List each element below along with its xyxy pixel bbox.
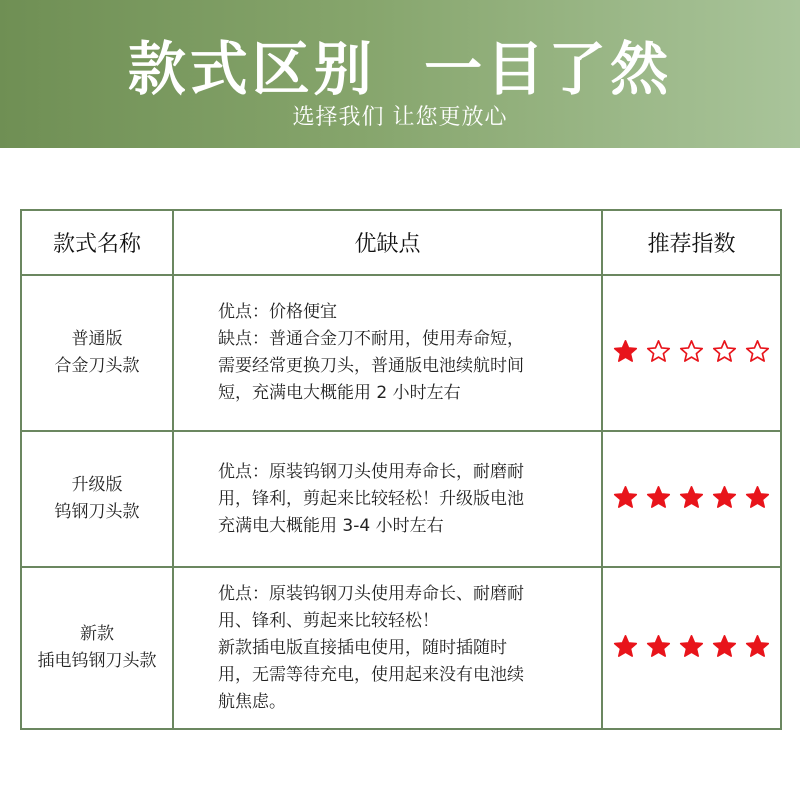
model-name-line: 升级版	[71, 475, 123, 495]
star-filled-icon	[679, 485, 704, 510]
star-filled-icon	[646, 634, 671, 659]
pros-cons-cell	[173, 431, 602, 567]
star-filled-icon	[613, 485, 638, 510]
rating-cell	[602, 431, 781, 567]
star-filled-icon	[712, 485, 737, 510]
star-filled-icon	[712, 634, 737, 659]
model-name-line: 插电钨钢刀头款	[37, 651, 157, 671]
table-row	[21, 431, 781, 567]
star-filled-icon	[646, 485, 671, 510]
star-filled-icon	[745, 485, 770, 510]
pros-cons-line: 缺点：普通合金刀不耐用，使用寿命短，	[218, 329, 524, 349]
model-name-cell	[21, 567, 173, 729]
page-subtitle: 选择我们 让您更放心	[292, 105, 508, 130]
pros-cons-line: 需要经常更换刀头，普通版电池续航时间	[218, 356, 524, 376]
star-empty-icon	[646, 339, 671, 364]
pros-cons-line: 用、锋利、剪起来比较轻松！	[218, 610, 439, 631]
star-rating	[613, 485, 770, 510]
page-title: 款式区别 一目了然	[127, 35, 673, 103]
model-name-cell	[21, 275, 173, 431]
pros-cons-line: 优点：原装钨钢刀头使用寿命长、耐磨耐	[218, 583, 524, 604]
pros-cons-line: 用，锋利，剪起来比较轻松！升级版电池	[218, 488, 524, 509]
rating-cell	[602, 275, 781, 431]
pros-cons-line: 短，充满电大概能用 2 小时左右	[218, 383, 461, 403]
comparison-table	[20, 209, 782, 730]
model-name-line: 普通版	[71, 329, 123, 349]
header-rating: 推荐指数	[602, 210, 781, 275]
star-filled-icon	[679, 634, 704, 659]
star-empty-icon	[679, 339, 704, 364]
header-desc: 优缺点	[173, 210, 602, 275]
pros-cons-line: 优点：价格便宜	[218, 302, 337, 322]
table-row	[21, 275, 781, 431]
rating-cell	[602, 567, 781, 729]
star-filled-icon	[613, 634, 638, 659]
star-filled-icon	[745, 634, 770, 659]
pros-cons-line: 用，无需等待充电，使用起来没有电池续	[218, 664, 524, 685]
pros-cons-cell	[173, 567, 602, 729]
pros-cons-line: 航焦虑。	[218, 691, 286, 712]
model-name-line: 新款	[80, 624, 114, 644]
pros-cons-cell	[173, 275, 602, 431]
star-filled-icon	[613, 339, 638, 364]
star-empty-icon	[745, 339, 770, 364]
pros-cons-line: 充满电大概能用 3-4 小时左右	[218, 515, 444, 536]
header-banner	[0, 0, 800, 148]
model-name-line: 钨钢刀头款	[54, 502, 140, 522]
pros-cons-line: 新款插电版直接插电使用，随时插随时	[218, 637, 507, 658]
pros-cons-line: 优点：原装钨钢刀头使用寿命长，耐磨耐	[218, 461, 524, 482]
model-name-cell	[21, 431, 173, 567]
table-row	[21, 567, 781, 729]
star-empty-icon	[712, 339, 737, 364]
table-header-row	[21, 210, 781, 275]
star-rating	[613, 634, 770, 659]
header-name: 款式名称	[21, 210, 173, 275]
star-rating	[613, 339, 770, 364]
model-name-line: 合金刀头款	[54, 356, 140, 376]
